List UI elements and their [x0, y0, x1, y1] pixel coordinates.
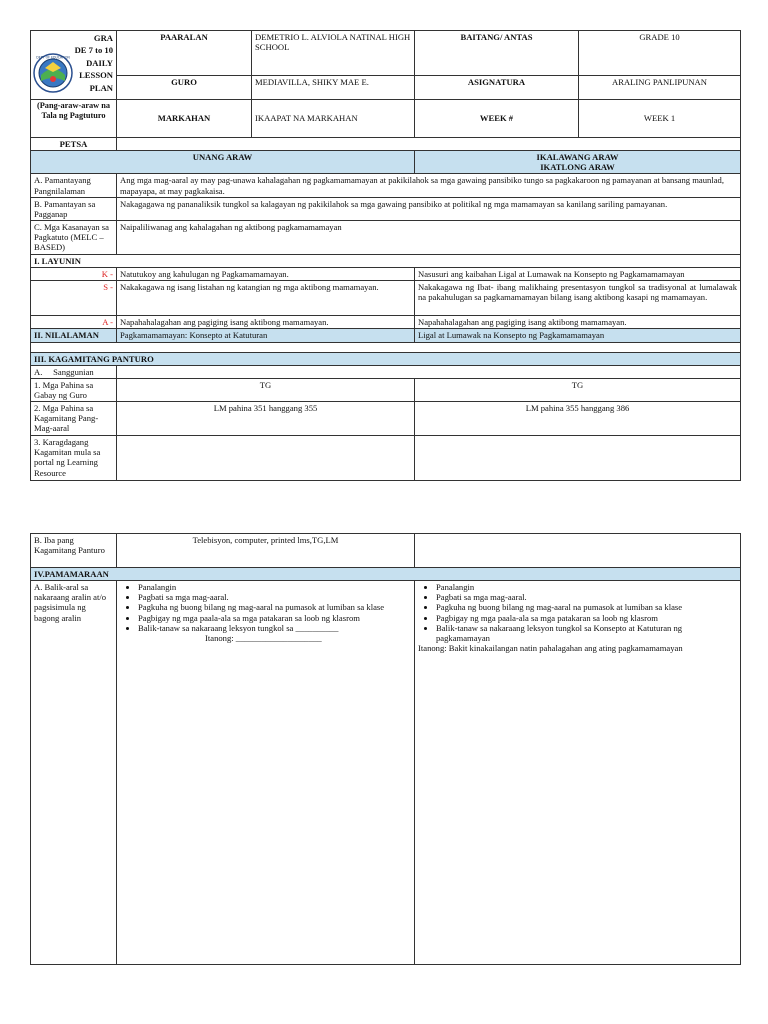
deped-seal-icon	[33, 53, 73, 93]
list-item: • Pagbati sa mga mag-aaral.	[138, 592, 411, 602]
logo-line: PLAN	[89, 82, 113, 93]
k-day1: Natutukoy ang kahulugan ng Pagkamamamayan.	[117, 268, 415, 281]
kagamitan-label: III. KAGAMITANG PANTURO	[31, 352, 741, 365]
gabay-day2: TG	[415, 378, 741, 401]
pamantayang-value: Ang mga mag-aaral ay may pag-unawa kahalagahan ng pagkamamamayan at pakikilahok sa mga gawaing pansibiko tungo sa pagkakaroon ng pamayanan at bansang maunlad, mapayapa, at may pagkakaisa.	[117, 174, 741, 197]
svg-text:DEPT OF EDUCATION: DEPT OF EDUCATION	[36, 55, 70, 60]
asignatura-value: ARALING PANLIPUNAN	[579, 76, 741, 100]
iba-day1: Telebisyon, computer, printed lms,TG,LM	[117, 534, 415, 568]
nilalaman-label: II. NILALAMAN	[31, 329, 117, 342]
procedure-day2-question: Itanong: Bakit kinakailangan natin pahalagahan ang ating pagkamamamayan	[418, 642, 683, 653]
guro-label: GURO	[117, 76, 252, 100]
lesson-plan-table-bottom	[30, 533, 741, 965]
petsa-label: PETSA	[31, 138, 117, 151]
a-day1: Napahahalagahan ang pagiging isang aktibong mamamayan.	[117, 316, 415, 329]
list-item: • Balik-tanaw sa nakaraang leksyon tungkol sa __________	[138, 623, 411, 633]
sanggunian-label: A. Sanggunian	[31, 365, 117, 378]
baitang-label: BAITANG/ ANTAS	[415, 31, 579, 76]
logo-line: LESSON	[79, 70, 113, 81]
karagdagang-label: 3. Karagdagang Kagamitan mula sa portal ng Learning Resource	[31, 436, 117, 481]
logo-title	[75, 32, 113, 94]
k-day2: Nasusuri ang kaibahan Ligal at Lumawak na Konsepto ng Pagkamamamayan	[415, 268, 741, 281]
s-label: S -	[31, 281, 117, 316]
nilalaman-day1: Pagkamamamayan: Konsepto at Katuturan	[117, 329, 415, 342]
markahan-value: IKAAPAT NA MARKAHAN	[252, 100, 415, 138]
iba-label: B. Iba pang Kagamitang Panturo	[31, 534, 117, 568]
list-item: • Pagkuha ng buong bilang ng mag-aaral na pumasok at lumiban sa klase	[138, 602, 411, 612]
pagganap-value: Nakagagawa ng pananaliksik tungkol sa kalagayan ng pakikilahok sa mga gawaing pansibiko at politikal ng mga mamamayan sa kanilang sariling pamayanan.	[117, 197, 741, 220]
k-label: K -	[31, 268, 117, 281]
asignatura-label: ASIGNATURA	[415, 76, 579, 100]
karagdagang-day2	[415, 436, 741, 481]
nilalaman-day2: Ligal at Lumawak na Konsepto ng Pagkamamamayan	[415, 329, 741, 342]
kagamitan-pang-day1: LM pahina 351 hanggang 355	[117, 402, 415, 436]
day3-header-line: IKATLONG ARAW	[540, 162, 615, 173]
procedure-day1	[117, 581, 415, 965]
a-label: A -	[31, 316, 117, 329]
list-item: • Panalangin	[138, 582, 411, 592]
kasanayan-label: C. Mga Kasanayan sa Pagkatuto (MELC – BASED)	[31, 220, 117, 254]
pamantayang-label: A. Pamantayang Pangnilalaman	[31, 174, 117, 197]
spacer-row	[31, 342, 741, 352]
logo-line: DE 7 to 10	[74, 45, 113, 56]
markahan-label: MARKAHAN	[117, 100, 252, 138]
paaralan-value: DEMETRIO L. ALVIOLA NATINAL HIGH SCHOOL	[252, 31, 415, 76]
day1-header: UNANG ARAW	[31, 151, 415, 174]
list-item: • Panalangin	[436, 582, 737, 592]
day2-header	[415, 151, 741, 174]
logo-line: GRA	[93, 33, 113, 43]
gabay-label: 1. Mga Pahina sa Gabay ng Guro	[31, 378, 117, 401]
day2-header-line: IKALAWANG ARAW	[536, 152, 619, 163]
lesson-plan-table-top	[30, 30, 741, 481]
karagdagang-day1	[117, 436, 415, 481]
petsa-value	[117, 138, 741, 151]
s-day1: Nakakagawa ng isang listahan ng katangian ng mga aktibong mamamayan.	[117, 281, 415, 316]
kasanayan-value: Naipaliliwanag ang kahalagahan ng aktibong pagkamamamayan	[117, 220, 741, 254]
gabay-day1: TG	[117, 378, 415, 401]
procedure-day2	[415, 581, 741, 965]
layunin-label: I. LAYUNIN	[31, 254, 741, 267]
week-label: WEEK #	[415, 100, 579, 138]
list-item: • Pagbati sa mga mag-aaral.	[436, 592, 737, 602]
logo-line: DAILY	[86, 57, 113, 68]
procedure-day1-question: Itanong: ____________________	[205, 632, 322, 643]
list-item: • Balik-tanaw sa nakaraang leksyon tungkol sa Konsepto at Katuturan ng pagkamamayan	[436, 623, 737, 643]
pamamaraan-label: IV.PAMAMARAAN	[31, 568, 741, 581]
kagamitan-pang-label: 2. Mga Pahina sa Kagamitang Pang-Mag-aaral	[31, 402, 117, 436]
list-item: • Pagbigay ng mga paala-ala sa mga patakaran sa loob ng klasrom	[138, 613, 411, 623]
sanggunian-value	[117, 365, 741, 378]
guro-value: MEDIAVILLA, SHIKY MAE E.	[252, 76, 415, 100]
baitang-value: GRADE 10	[579, 31, 741, 76]
s-day2: Nakakagawa ng Ibat- ibang malikhaing presentasyon tungkol sa tradisyonal at lumalawak na pakahulugan sa pagkamamamayan bilang isang aktibong kasapi ng mamamayan.	[415, 281, 741, 316]
list-item: • Pagkuha ng buong bilang ng mag-aaral na pumasok at lumiban sa klase	[436, 602, 737, 612]
a-day2: Napahahalagahan ang pagiging isang aktibong mamamayan.	[415, 316, 741, 329]
week-value: WEEK 1	[579, 100, 741, 138]
balik-label: A. Balik-aral sa nakaraang aralin at/o pagsisimula ng bagong aralin	[31, 581, 117, 965]
kagamitan-pang-day2: LM pahina 355 hanggang 386	[415, 402, 741, 436]
procedure-day2-list	[418, 582, 737, 643]
paaralan-label: PAARALAN	[117, 31, 252, 76]
logo-cell	[31, 31, 117, 100]
pagganap-label: B. Pamantayan sa Pagganap	[31, 197, 117, 220]
procedure-day1-list	[120, 582, 411, 633]
subtitle: (Pang-araw-araw na Tala ng Pagtuturo	[31, 100, 117, 138]
list-item: • Pagbigay ng mga paala-ala sa mga patakaran sa loob ng klasrom	[436, 613, 737, 623]
iba-day2	[415, 534, 741, 568]
